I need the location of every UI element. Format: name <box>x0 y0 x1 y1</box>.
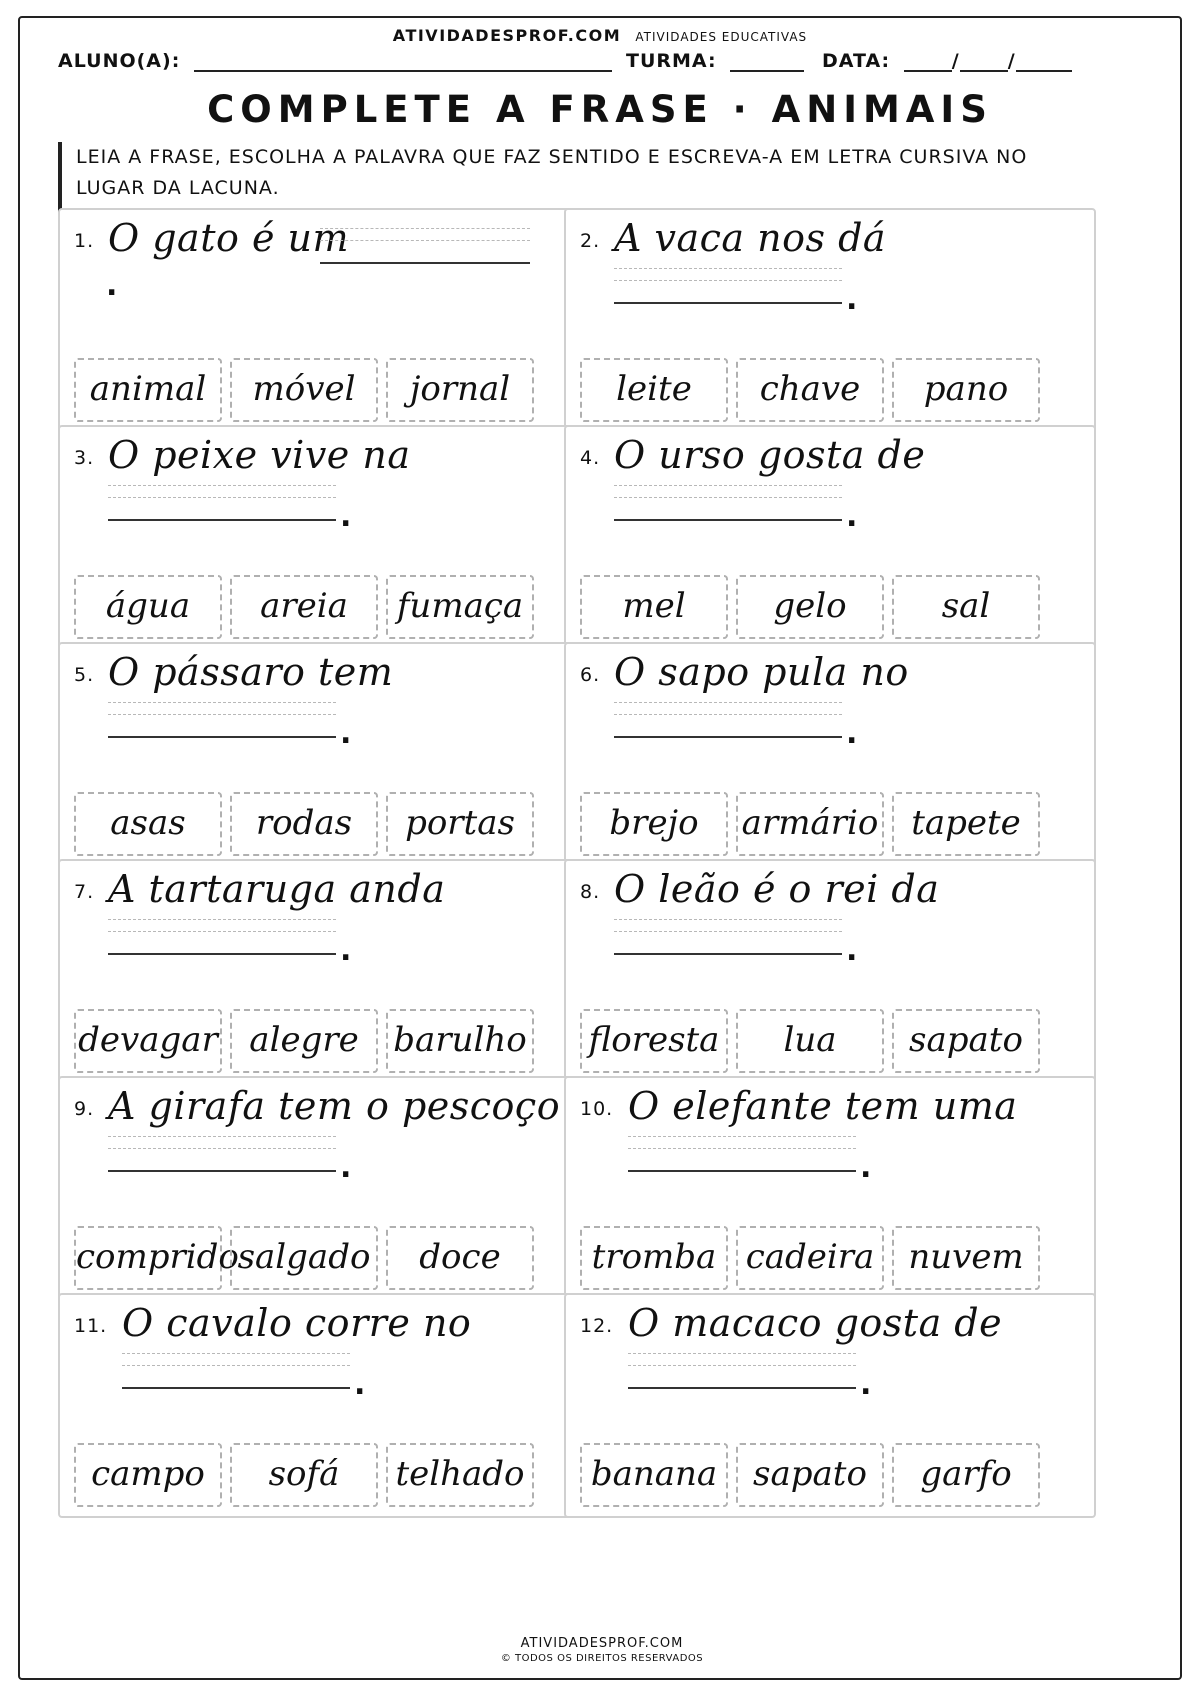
exercise-sentence: O pássaro tem <box>108 650 394 694</box>
sentence-period: . <box>846 716 858 751</box>
word-option[interactable]: jornal <box>386 358 534 422</box>
word-options <box>74 1009 574 1073</box>
answer-writing-line[interactable] <box>108 702 336 738</box>
word-option[interactable]: asas <box>74 792 222 856</box>
word-option[interactable]: fumaça <box>386 575 534 639</box>
word-option[interactable]: areia <box>230 575 378 639</box>
worksheet-sheet <box>18 16 1182 1680</box>
date-day-line[interactable] <box>904 52 952 72</box>
word-option[interactable]: doce <box>386 1226 534 1290</box>
word-option[interactable]: floresta <box>580 1009 728 1073</box>
word-option[interactable]: salgado <box>230 1226 378 1290</box>
date-label: DATA: <box>822 50 891 72</box>
exercise-card <box>58 1076 590 1301</box>
word-option[interactable]: leite <box>580 358 728 422</box>
word-option[interactable]: sofá <box>230 1443 378 1507</box>
exercise-number: 9. <box>74 1098 95 1120</box>
site-name: ATIVIDADESPROF.COM <box>392 26 622 45</box>
word-options <box>74 1443 574 1507</box>
sentence-period: . <box>354 1367 366 1402</box>
date-field <box>822 50 1072 72</box>
exercise-sentence: A tartaruga anda <box>108 867 446 911</box>
word-option[interactable]: banana <box>580 1443 728 1507</box>
word-option[interactable]: alegre <box>230 1009 378 1073</box>
instructions: LEIA A FRASE, ESCOLHA A PALAVRA QUE FAZ SENTIDO E ESCREVA-A EM LETRA CURSIVA NO LUGAR DA LACUNA. <box>58 142 1098 212</box>
exercise-card <box>58 425 590 650</box>
word-option[interactable]: animal <box>74 358 222 422</box>
exercise-sentence: O macaco gosta de <box>628 1301 1003 1345</box>
date-separator: / <box>1007 50 1016 72</box>
site-header <box>20 26 1180 45</box>
word-options <box>580 792 1080 856</box>
answer-writing-line[interactable] <box>614 919 842 955</box>
word-options <box>580 1009 1080 1073</box>
sentence-period: . <box>860 1367 872 1402</box>
class-label: TURMA: <box>626 50 717 72</box>
student-field <box>58 50 612 72</box>
word-option[interactable]: brejo <box>580 792 728 856</box>
word-option[interactable]: sapato <box>892 1009 1040 1073</box>
exercise-sentence: O sapo pula no <box>614 650 909 694</box>
exercise-sentence: O gato é um <box>108 216 350 260</box>
word-options <box>580 1226 1080 1290</box>
word-option[interactable]: campo <box>74 1443 222 1507</box>
word-option[interactable]: sal <box>892 575 1040 639</box>
word-option[interactable]: chave <box>736 358 884 422</box>
exercise-sentence: O urso gosta de <box>614 433 926 477</box>
answer-writing-line[interactable] <box>628 1136 856 1172</box>
student-label: ALUNO(A): <box>58 50 181 72</box>
exercise-number: 10. <box>580 1098 614 1120</box>
exercise-card <box>58 642 590 867</box>
sentence-period: . <box>340 1150 352 1185</box>
exercise-sentence: A vaca nos dá <box>614 216 887 260</box>
footer-rights: © TODOS OS DIREITOS RESERVADOS <box>500 1653 704 1664</box>
sentence-period: . <box>846 282 858 317</box>
word-option[interactable]: portas <box>386 792 534 856</box>
exercise-number: 7. <box>74 881 95 903</box>
exercise-sentence: O leão é o rei da <box>614 867 940 911</box>
word-option[interactable]: cadeira <box>736 1226 884 1290</box>
word-option[interactable]: gelo <box>736 575 884 639</box>
class-line[interactable] <box>730 52 804 72</box>
exercise-card <box>564 1076 1096 1301</box>
word-option[interactable]: telhado <box>386 1443 534 1507</box>
page-title: COMPLETE A FRASE · ANIMAIS <box>207 88 993 131</box>
word-options <box>580 1443 1080 1507</box>
answer-writing-line[interactable] <box>108 1136 336 1172</box>
sentence-period: . <box>846 499 858 534</box>
exercise-number: 5. <box>74 664 95 686</box>
student-fields <box>58 50 1148 80</box>
word-option[interactable]: barulho <box>386 1009 534 1073</box>
word-option[interactable]: garfo <box>892 1443 1040 1507</box>
student-name-line[interactable] <box>194 52 612 72</box>
exercise-card <box>564 642 1096 867</box>
exercise-number: 8. <box>580 881 601 903</box>
date-separator: / <box>951 50 960 72</box>
word-options <box>580 358 1080 422</box>
word-option[interactable]: móvel <box>230 358 378 422</box>
exercise-number: 11. <box>74 1315 108 1337</box>
class-field <box>626 50 804 72</box>
word-option[interactable]: lua <box>736 1009 884 1073</box>
answer-writing-line[interactable] <box>614 485 842 521</box>
exercise-number: 2. <box>580 230 601 252</box>
answer-writing-line[interactable] <box>108 919 336 955</box>
exercise-card <box>564 208 1096 433</box>
date-year-line[interactable] <box>1016 52 1072 72</box>
word-option[interactable]: tromba <box>580 1226 728 1290</box>
exercise-card <box>564 859 1096 1084</box>
exercise-card <box>58 1293 590 1518</box>
word-option[interactable]: nuvem <box>892 1226 1040 1290</box>
answer-writing-line[interactable] <box>122 1353 350 1389</box>
exercise-sentence: O peixe vive na <box>108 433 411 477</box>
word-option[interactable]: rodas <box>230 792 378 856</box>
answer-writing-line[interactable] <box>108 485 336 521</box>
word-option[interactable]: comprido <box>74 1226 222 1290</box>
word-option[interactable]: água <box>74 575 222 639</box>
sentence-period: . <box>340 933 352 968</box>
exercise-number: 6. <box>580 664 601 686</box>
word-option[interactable]: devagar <box>74 1009 222 1073</box>
sentence-period: . <box>340 716 352 751</box>
answer-writing-line[interactable] <box>320 228 530 264</box>
exercise-number: 3. <box>74 447 95 469</box>
sentence-period: . <box>860 1150 872 1185</box>
exercise-sentence: A girafa tem o pescoço <box>108 1084 561 1128</box>
sentence-period: . <box>106 268 118 303</box>
word-option[interactable]: tapete <box>892 792 1040 856</box>
sentence-period: . <box>846 933 858 968</box>
footer-site: ATIVIDADESPROF.COM <box>520 1636 684 1651</box>
word-option[interactable]: mel <box>580 575 728 639</box>
footer <box>20 1636 1184 1664</box>
word-options <box>580 575 1080 639</box>
exercise-card <box>58 208 590 433</box>
date-month-line[interactable] <box>960 52 1008 72</box>
word-option[interactable]: pano <box>892 358 1040 422</box>
exercise-card <box>564 425 1096 650</box>
site-subtitle: ATIVIDADES EDUCATIVAS <box>635 30 808 44</box>
word-option[interactable]: sapato <box>736 1443 884 1507</box>
word-options <box>74 575 574 639</box>
answer-writing-line[interactable] <box>628 1353 856 1389</box>
exercise-sentence: O cavalo corre no <box>122 1301 472 1345</box>
exercise-card <box>564 1293 1096 1518</box>
sentence-period: . <box>340 499 352 534</box>
answer-writing-line[interactable] <box>614 702 842 738</box>
word-options <box>74 1226 574 1290</box>
exercise-sentence: O elefante tem uma <box>628 1084 1018 1128</box>
word-options <box>74 792 574 856</box>
exercise-card <box>58 859 590 1084</box>
word-options <box>74 358 574 422</box>
exercise-number: 1. <box>74 230 95 252</box>
exercise-number: 12. <box>580 1315 614 1337</box>
exercise-number: 4. <box>580 447 601 469</box>
answer-writing-line[interactable] <box>614 268 842 304</box>
word-option[interactable]: armário <box>736 792 884 856</box>
